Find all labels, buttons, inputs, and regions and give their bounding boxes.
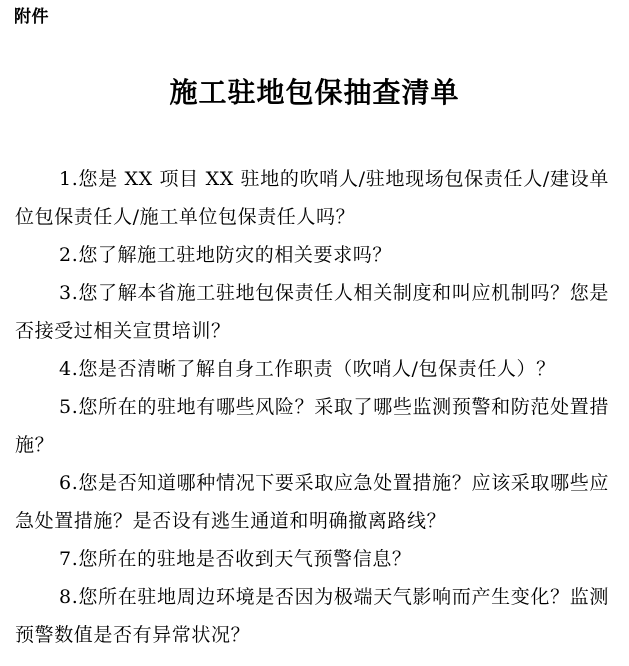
checklist-item-6: 6.您是否知道哪种情况下要采取应急处置措施？应该采取哪些应急处置措施？是否设有逃生通道和明确撤离路线？	[15, 472, 609, 532]
document-title: 施工驻地包保抽查清单	[169, 76, 460, 109]
checklist-item-4: 4.您是否清晰了解自身工作职责（吹哨人/包保责任人）？	[59, 358, 556, 380]
checklist-item-3: 3.您了解本省施工驻地包保责任人相关制度和叫应机制吗？您是否接受过相关宣贯培训？	[15, 282, 609, 342]
checklist-item-1: 1.您是 XX 项目 XX 驻地的吹哨人/驻地现场包保责任人/建设单位包保责任人/施工单位包保责任人吗？	[15, 168, 609, 228]
checklist-item-8: 8.您所在驻地周边环境是否因为极端天气影响而产生变化？监测预警数值是否有异常状况？	[15, 586, 609, 646]
attachment-label: 附件	[14, 7, 49, 27]
checklist	[15, 160, 609, 654]
checklist-item-7: 7.您所在的驻地是否收到天气预警信息？	[59, 548, 412, 570]
checklist-item-2: 2.您了解施工驻地防灾的相关要求吗？	[59, 244, 392, 266]
checklist-item-5: 5.您所在的驻地有哪些风险？采取了哪些监测预警和防范处置措施？	[15, 396, 609, 456]
